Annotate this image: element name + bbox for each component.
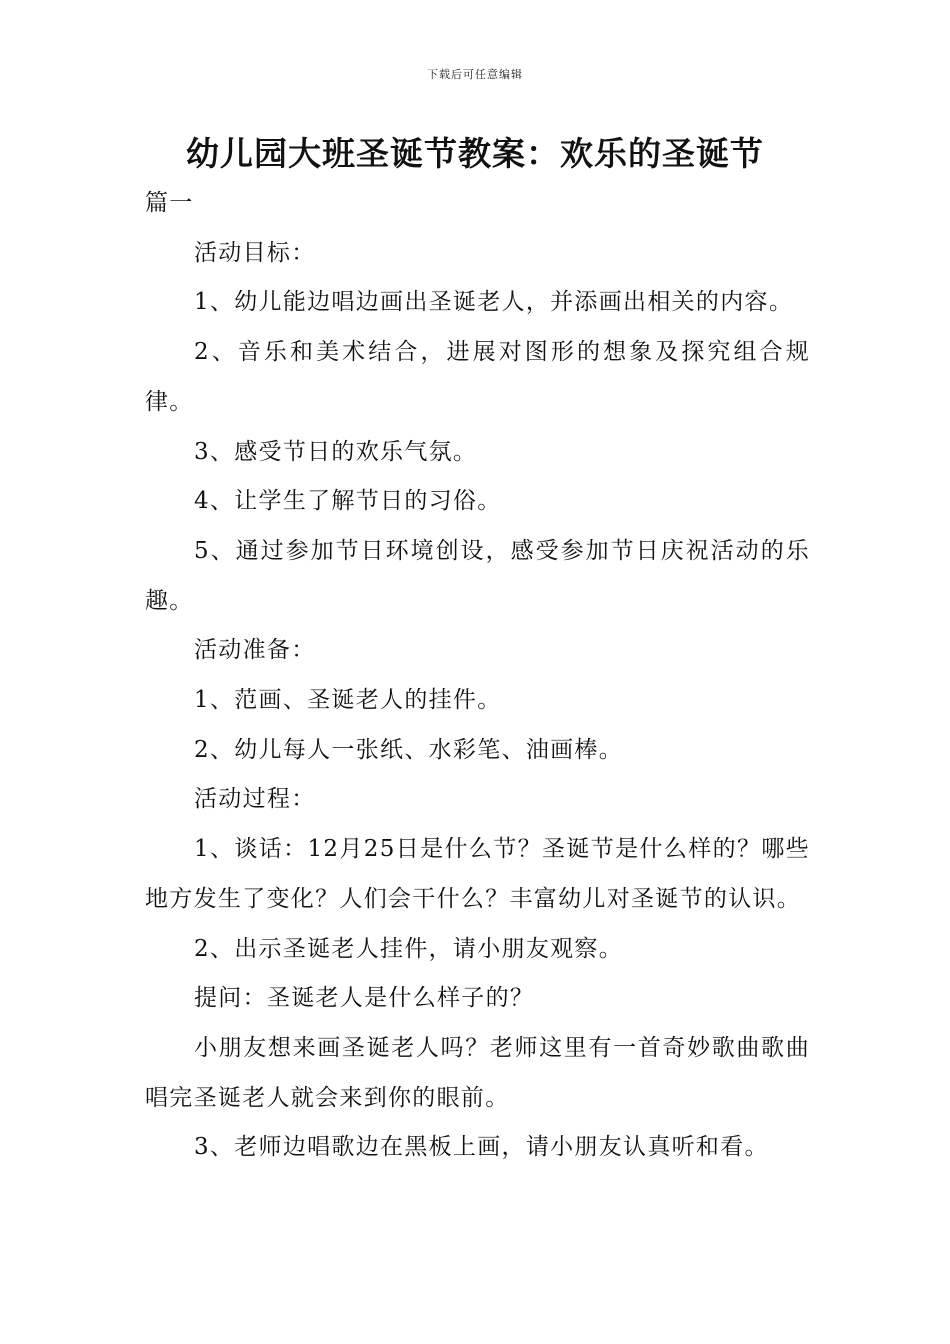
paragraph: 2、出示圣诞老人挂件，请小朋友观察。: [194, 935, 624, 962]
paragraph: 2、音乐和美术结合，进展对图形的想象及探究组合规律。: [145, 339, 810, 415]
paragraph: 活动过程：: [194, 786, 316, 813]
paragraph: 1、谈话：12月25日是什么节？圣诞节是什么样的？哪些地方发生了变化？人们会干什么？丰富幼儿对圣诞节的认识。: [145, 836, 810, 912]
page-header-note: 下载后可任意编辑: [427, 68, 523, 81]
paragraph: 1、幼儿能边唱边画出圣诞老人，并添画出相关的内容。: [194, 289, 794, 316]
paragraph: 3、老师边唱歌边在黑板上画，请小朋友认真听和看。: [194, 1134, 769, 1161]
paragraph: 3、感受节日的欢乐气氛。: [194, 438, 478, 465]
paragraph: 4、让学生了解节日的习俗。: [194, 488, 502, 515]
paragraph: 提问：圣诞老人是什么样子的？: [194, 985, 535, 1012]
paragraph: 活动准备：: [194, 637, 316, 664]
paragraph: 5、通过参加节日环境创设，感受参加节日庆祝活动的乐趣。: [145, 537, 810, 614]
document-title: 幼儿园大班圣诞节教案：欢乐的圣诞节: [186, 134, 764, 173]
document-body: [145, 179, 810, 1173]
paragraph: 篇一: [145, 190, 194, 216]
paragraph: 1、范画、圣诞老人的挂件。: [194, 687, 502, 714]
paragraph: 小朋友想来画圣诞老人吗？老师这里有一首奇妙歌曲歌曲唱完圣诞老人就会来到你的眼前。: [145, 1034, 810, 1111]
paragraph: 活动目标：: [194, 239, 316, 266]
paragraph: 2、幼儿每人一张纸、水彩笔、油画棒。: [194, 736, 624, 763]
